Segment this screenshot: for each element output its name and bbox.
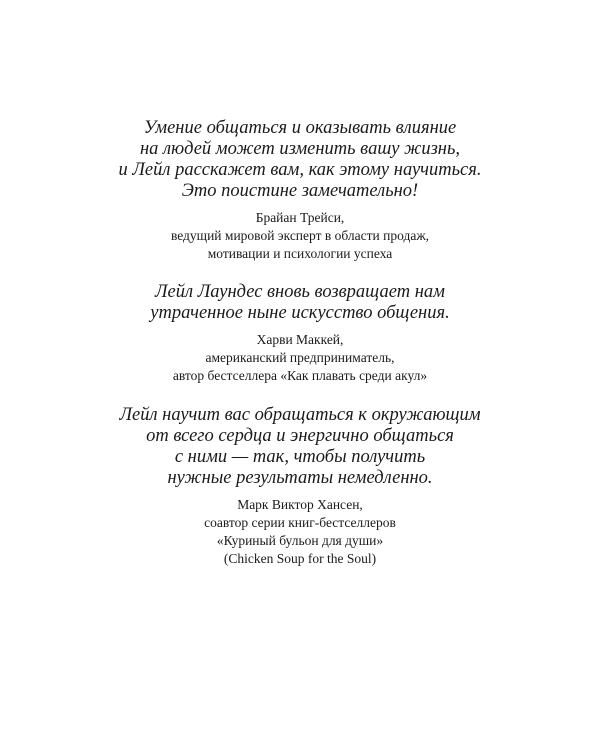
blurb-attribution xyxy=(60,496,540,568)
attribution-author: Харви Маккей, xyxy=(256,332,344,347)
attribution-line: (Chicken Soup for the Soul) xyxy=(223,551,377,566)
quote-line: Лейл научит вас обращаться к окружающим xyxy=(119,405,481,425)
quote-line: от всего сердца и энергично общаться xyxy=(146,426,454,446)
quote-line: утраченное ныне искусство общения. xyxy=(150,303,450,323)
attribution-line: «Куриный бульон для души» xyxy=(216,533,384,548)
blurb-harvey-mackay xyxy=(60,282,540,385)
attribution-line: соавтор серии книг-бестселлеров xyxy=(204,515,396,530)
blurb-quote xyxy=(60,282,540,324)
quote-line: Это поистине замечательно! xyxy=(181,181,419,201)
blurb-attribution xyxy=(60,209,540,263)
attribution-line: американский предприниматель, xyxy=(205,350,395,365)
quote-line: нужные результаты немедленно. xyxy=(167,468,433,488)
attribution-line: ведущий мировой эксперт в области продаж, xyxy=(170,228,430,243)
quote-line: на людей может изменить вашу жизнь, xyxy=(139,139,461,159)
attribution-author: Марк Виктор Хансен, xyxy=(237,497,363,512)
blurb-quote xyxy=(60,405,540,489)
attribution-author: Брайан Трейси, xyxy=(255,210,345,225)
blurb-attribution xyxy=(60,331,540,385)
quote-line: Умение общаться и оказывать влияние xyxy=(143,118,457,138)
quote-line: и Лейл расскажет вам, как этому научиться. xyxy=(118,160,482,180)
attribution-line: мотивации и психологии успеха xyxy=(207,246,393,261)
quote-line: Лейл Лаундес вновь возвращает нам xyxy=(155,282,445,302)
quote-line: с ними — так, чтобы получить xyxy=(174,447,426,467)
blurb-mark-victor-hansen xyxy=(60,405,540,568)
blurb-brian-tracy xyxy=(60,118,540,263)
attribution-line: автор бестселлера «Как плавать среди акул» xyxy=(172,368,428,383)
blurb-quote xyxy=(60,118,540,202)
